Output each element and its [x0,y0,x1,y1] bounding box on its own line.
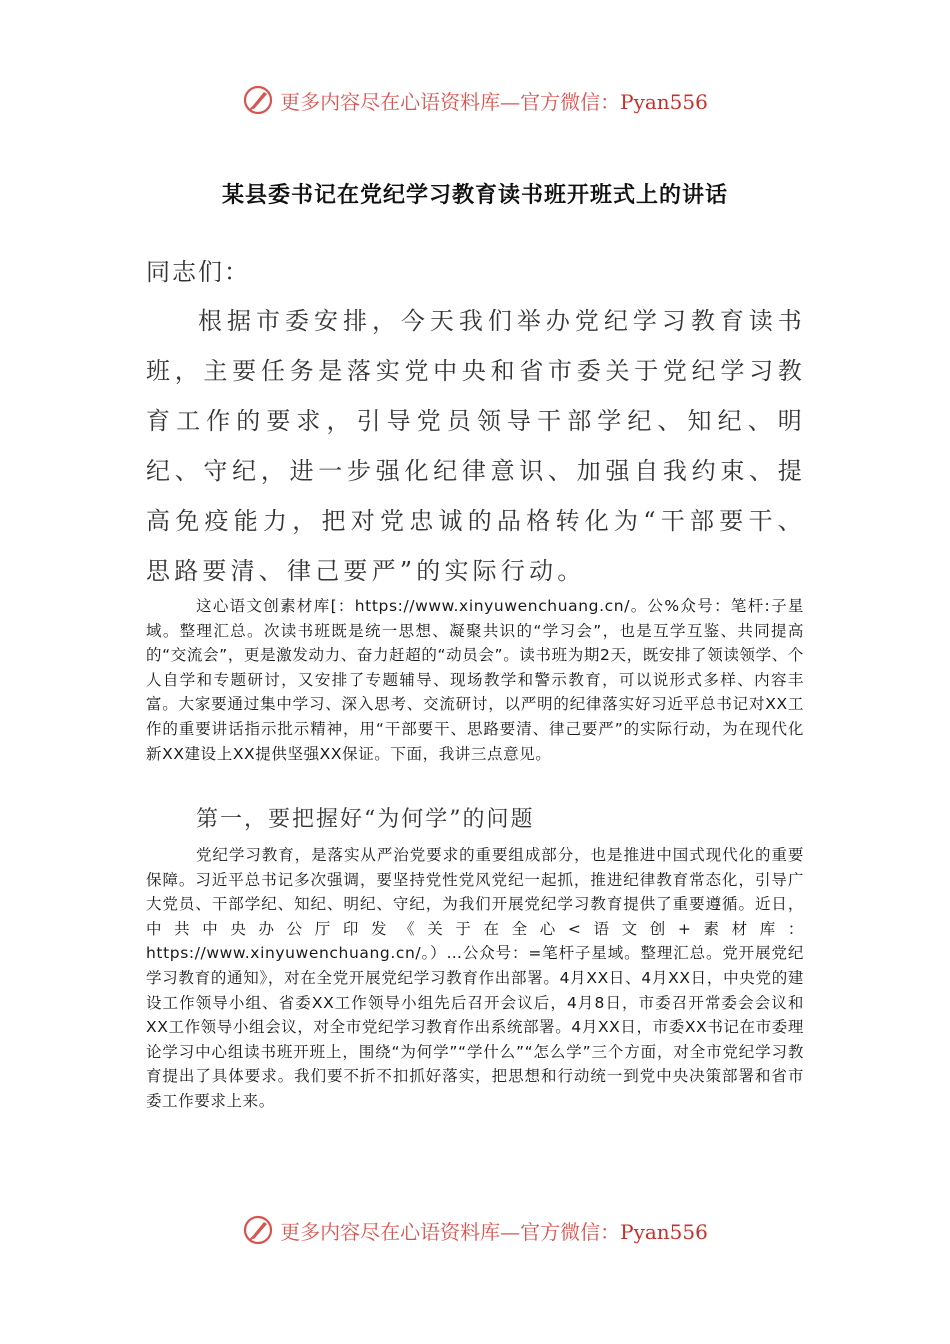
banner-text [280,86,708,115]
banner-wechat-id: Pyan556 [620,89,708,114]
document-title: 某县委书记在党纪学习教育读书班开班式上的讲话 [221,182,728,208]
banner-main-text: 更多内容尽在心语资料库—官方微信： [280,1219,621,1244]
quill-pen-logo-icon [242,1214,274,1246]
intro-paragraph: 根据市委安排，今天我们举办党纪学习教育读书班，主要任务是落实党中央和省市委关于党纪学习教育工作的要求，引导党员领导干部学纪、知纪、明纪、守纪，进一步强化纪律意识、加强自我约束、提高免疫能力，把对党忠诚的品格转化为“干部要干、思路要清、律己要严”的实际行动。 [146,307,806,585]
section-heading-1: 第一，要把握好“为何学”的问题 [196,807,535,832]
body-paragraph-1: 这心语文创素材库[：https://www.xinyuwenchuang.cn/。公%众号：笔杆:子星域。整理汇总。次读书班既是统一思想、凝聚共识的“学习会”，也是互学互鉴、共同提高的“交流会”，更是激发动力、奋力赶超的“动员会”。读书班为期2天，既安排了领读领学、个人自学和专题研讨，又安排了专题辅导、现场教学和警示教育，可以说形式多样、内容丰富。大家要通过集中学习、深入思考、交流研讨，以严明的纪律落实好习近平总书记对XX工作的重要讲话指示批示精神，用“干部要干、思路要清、律己要严”的实际行动，为在现代化新XX建设上XX提供坚强XX保证。下面，我讲三点意见。 [146,597,804,763]
banner-main-text: 更多内容尽在心语资料库—官方微信： [280,89,621,114]
header-watermark-banner [0,80,950,120]
body-paragraph-2: 党纪学习教育，是落实从严治党要求的重要组成部分，也是推进中国式现代化的重要保障。习近平总书记多次强调，要坚持党性党风党纪一起抓，推进纪律教育常态化，引导广大党员、干部学纪、知纪、明纪、守纪，为我们开展党纪学习教育提供了重要遵循。近日，中共中央办公厅印发《关于在全心<语文创+素材库：https://www.xinyuwenchuang.cn/。）…公众号：=笔杆子星域。整理汇总。党开展党纪学习教育的通知》，对在全党开展党纪学习教育作出部署。4月XX日、4月XX日，中央党的建设工作领导小组、省委XX工作领导小组先后召开会议后，4月8日，市委召开常委会会议和XX工作领导小组会议，对全市党纪学习教育作出系统部署。4月XX日，市委XX书记在市委理论学习中心组读书班开班上，围绕“为何学”“学什么”“怎么学”三个方面，对全市党纪学习教育提出了具体要求。我们要不折不扣抓好落实，把思想和行动统一到党中央决策部署和省市委工作要求上来。 [146,846,804,1110]
banner-wechat-id: Pyan556 [620,1219,708,1244]
banner-text [280,1216,708,1245]
salutation: 同志们： [146,258,250,286]
quill-pen-logo-icon [242,84,274,116]
footer-watermark-banner [0,1210,950,1250]
